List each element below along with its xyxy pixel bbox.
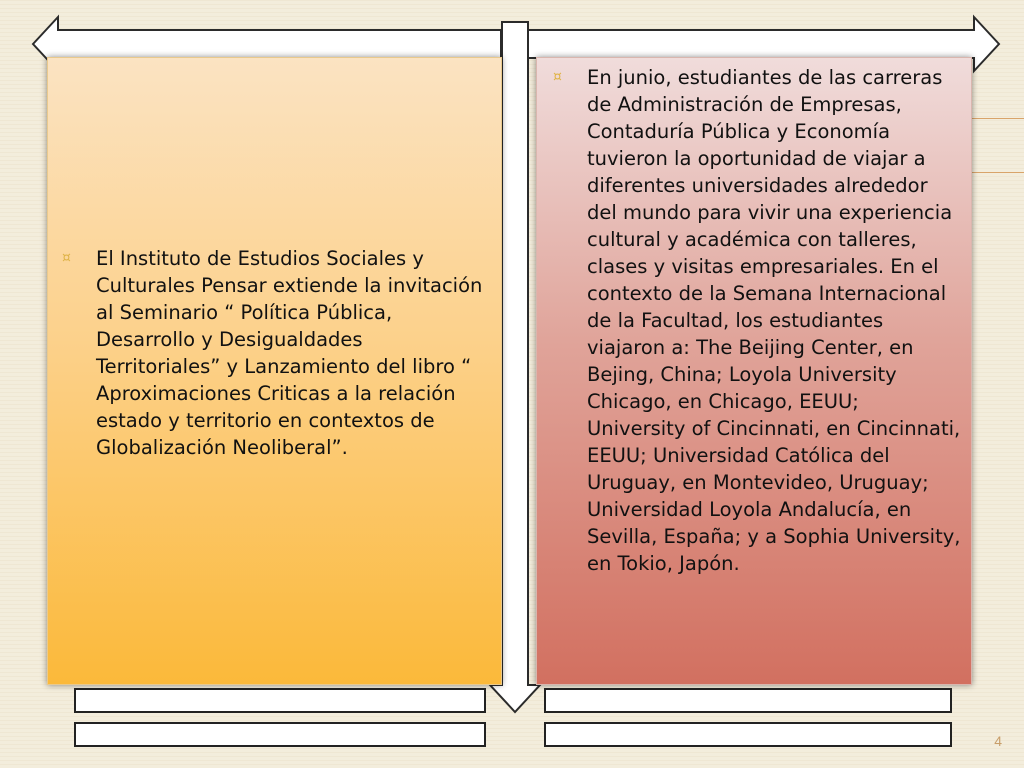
bullet-icon: ¤ bbox=[62, 250, 71, 266]
empty-box-right-top bbox=[544, 688, 952, 713]
left-bullet-item bbox=[60, 245, 490, 461]
right-bullet-text: En junio, estudiantes de las carreras de Administración de Empresas, Contaduría Pública y Economía tuvieron la oportunidad de viajar a diferentes universidades alrededor del mundo para vivir una experiencia cultural y académica con talleres, clases y visitas empresariales. En el contexto de la Semana Internacional de la Facultad, los estudiantes viajaron a: The Beijing Center, en Bejing, China; Loyola University Chicago, en Chicago, EEUU; University of Cincinnati, en Cincinnati, EEUU; Universidad Católica del Uruguay, en Montevideo, Uruguay; Universidad Loyola Andalucía, en Sevilla, España; y a Sophia University, en Tokio, Japón. bbox=[587, 66, 961, 575]
empty-box-right-bottom bbox=[544, 722, 952, 747]
empty-box-left-top bbox=[74, 688, 486, 713]
bullet-icon: ¤ bbox=[553, 69, 562, 85]
left-content-panel bbox=[47, 57, 502, 685]
left-bullet-text: El Instituto de Estudios Sociales y Culturales Pensar extiende la invitación al Seminario “ Política Pública, Desarrollo y Desigualdades Territoriales” y Lanzamiento del libro “ Aproximaciones Criticas a la relación estado y territorio en contextos de Globalización Neoliberal”. bbox=[96, 247, 483, 459]
right-bullet-item bbox=[551, 64, 961, 577]
empty-box-left-bottom bbox=[74, 722, 486, 747]
right-content-panel bbox=[536, 57, 972, 685]
page-number: 4 bbox=[994, 733, 1002, 749]
